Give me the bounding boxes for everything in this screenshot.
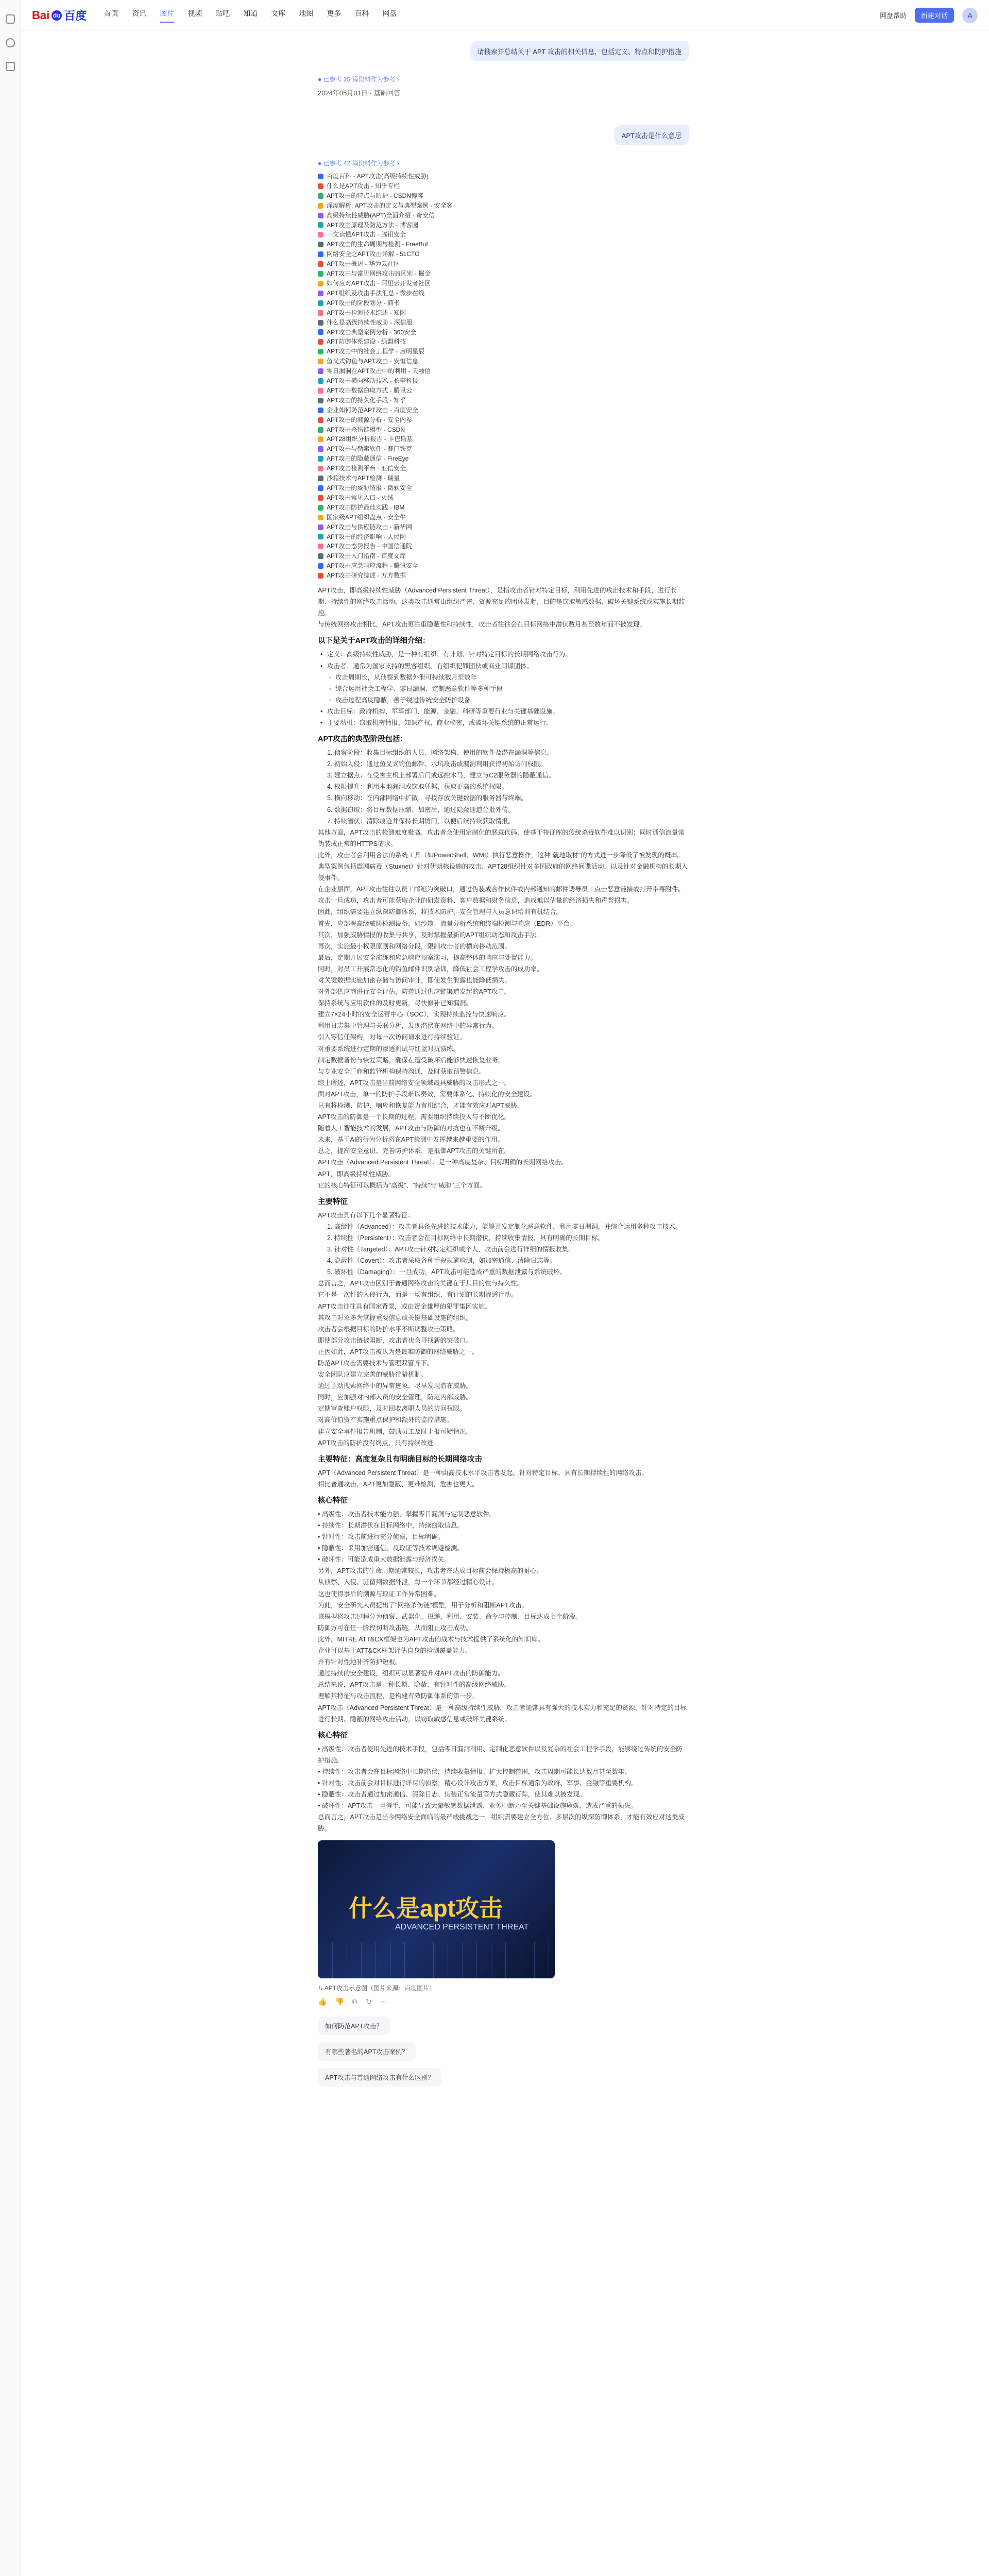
section-heading: 主要特征：高度复杂且有明确目标的长期网络攻击 bbox=[318, 1455, 482, 1464]
nav-item[interactable]: 知道 bbox=[243, 9, 258, 18]
answer-paragraph: 企业可以基于ATT&CK框架评估自身的检测覆盖能力。 bbox=[318, 1647, 472, 1655]
help-link[interactable]: 网盘帮助 bbox=[879, 12, 907, 20]
reference-title: APT攻击态势报告 - 中国信通院 bbox=[327, 543, 413, 550]
answer-paragraph: 因此，组织需要建立纵深防御体系，将技术防护、安全管理与人员意识培训有机结合。 bbox=[318, 908, 563, 916]
reference-item[interactable] bbox=[318, 454, 689, 464]
nav-item[interactable]: 贴吧 bbox=[215, 9, 230, 18]
reference-item[interactable] bbox=[318, 279, 689, 289]
answer-paragraph: 对高价值资产实施重点保护和额外的监控措施。 bbox=[318, 1416, 453, 1424]
answer-paragraph: 其攻击对象多为掌握重要信息或关键基础设施的组织。 bbox=[318, 1314, 473, 1321]
reference-item[interactable] bbox=[318, 366, 689, 376]
logo-text-bai: Bai bbox=[32, 8, 50, 22]
reference-title: 企业如何防范APT攻击 - 百度安全 bbox=[327, 406, 419, 414]
answer-paragraph: 建立7×24小时的安全运营中心（SOC），实现持续监控与快速响应。 bbox=[318, 1011, 510, 1019]
source-icon bbox=[318, 349, 323, 354]
reference-title: APT攻击与供应链攻击 - 新华网 bbox=[327, 523, 413, 531]
answer-paragraph: APT攻击的防护没有终点，只有持续改进。 bbox=[318, 1439, 440, 1447]
reference-title: 百度百科 - APT攻击(高级持续性威胁) bbox=[327, 173, 429, 180]
source-icon bbox=[318, 388, 323, 394]
source-icon bbox=[318, 291, 323, 296]
reference-title: APT攻击原理及防范方法 - 博客园 bbox=[327, 221, 419, 229]
feature-item: 2. 持续性（Persistent）：攻击者会在目标网络中长期潜伏，持续收集情报，具有明确的长期目标。 bbox=[327, 1234, 605, 1242]
source-icon bbox=[318, 193, 323, 199]
nav-item[interactable]: 地图 bbox=[299, 9, 314, 18]
nav-item[interactable]: 网盘 bbox=[382, 9, 397, 18]
top-right bbox=[880, 8, 978, 23]
final-feature-item: • 持续性：攻击者会在目标网络中长期潜伏，持续收集情报、扩大控制范围，攻击周期可能长达数月甚至数年。 bbox=[318, 1768, 631, 1775]
answer-paragraph: 防御方可在任一阶段切断攻击链，从而阻止攻击成功。 bbox=[318, 1624, 473, 1632]
stage-item: 1. 侦察阶段：收集目标组织的人员、网络架构、使用的软件及潜在漏洞等信息。 bbox=[327, 749, 553, 757]
reference-item[interactable] bbox=[318, 425, 689, 435]
reference-title: 网络安全之APT攻击详解 - 51CTO bbox=[327, 250, 420, 258]
answer-paragraph: 它不是一次性的入侵行为，而是一场有组织、有计划的长期渗透行动。 bbox=[318, 1291, 518, 1299]
answer-paragraph: 保持系统与应用软件的及时更新，尽快修补已知漏洞。 bbox=[318, 999, 473, 1007]
reference-item[interactable] bbox=[318, 211, 689, 221]
answer-paragraph: 攻击者会根据目标的防护水平不断调整攻击策略。 bbox=[318, 1325, 460, 1333]
section-heading: APT攻击的典型阶段包括： bbox=[318, 735, 407, 744]
answer-paragraph: 典型案例包括震网病毒（Stuxnet）针对伊朗核设施的攻击、APT28组织针对多国政府的网络间谍活动，以及针对金融机构的长期入侵事件。 bbox=[318, 863, 688, 882]
reference-item[interactable] bbox=[318, 289, 689, 298]
stage-item: 5. 横向移动：在内部网络中扩散，寻找存放关键数据的服务器与终端。 bbox=[327, 794, 527, 802]
reference-title: APT攻击常见入口 - 火绒 bbox=[327, 494, 394, 501]
reference-title: APT攻击杀伤链模型 - CSDN bbox=[327, 426, 405, 433]
source-icon bbox=[318, 485, 323, 491]
reference-item[interactable] bbox=[318, 473, 689, 483]
suggestion-chip[interactable]: 有哪些著名的APT攻击案例？ bbox=[318, 2042, 416, 2061]
answer-paragraph: APT，即高级持续性威胁。 bbox=[318, 1170, 395, 1178]
reference-item[interactable] bbox=[318, 503, 689, 513]
reference-item[interactable] bbox=[318, 376, 689, 386]
source-icon bbox=[318, 466, 323, 471]
reference-title: APT攻击典型案例分析 - 360安全 bbox=[327, 328, 417, 336]
reference-title: APT攻击防护最佳实践 - IBM bbox=[327, 503, 405, 511]
answer-paragraph: 与专业安全厂商和监管机构保持沟通，及时获取预警信息。 bbox=[318, 1067, 486, 1075]
user-message-2: APT攻击是什么意思 bbox=[615, 125, 689, 145]
final-feature-item: • 破坏性：APT攻击一旦得手，可能导致大量敏感数据泄露、业务中断乃至关键基础设施瘫痪，造成严重的损失。 bbox=[318, 1802, 637, 1810]
sub-bullet-item: ◦ 攻击周期长，从侦察到数据外泄可持续数月至数年 bbox=[318, 672, 689, 683]
new-chat-button[interactable]: 新建对话 bbox=[915, 8, 954, 23]
answer-paragraph: APT（Advanced Persistent Threat）是一种由高技术水平攻击者发起、针对特定目标、具有长期持续性的网络攻击。 bbox=[318, 1469, 648, 1477]
answer-paragraph: APT攻击往往具有国家背景，或由资金雄厚的犯罪集团实施。 bbox=[318, 1302, 491, 1310]
reference-title: APT攻击检测技术综述 - 知网 bbox=[327, 309, 406, 316]
answer-paragraph: 此外，攻击者会利用合法的系统工具（如PowerShell、WMI）执行恶意操作，这种"就地取材"的方式进一步降低了被发现的概率。 bbox=[318, 851, 684, 859]
source-icon bbox=[318, 573, 323, 579]
answer-body bbox=[318, 585, 689, 1834]
source-icon bbox=[318, 183, 323, 189]
reference-title: 鱼叉式钓鱼与APT攻击 - 安恒信息 bbox=[327, 358, 419, 365]
source-icon bbox=[318, 242, 323, 247]
answer-paragraph: 对关键数据实施加密存储与访问审计，即使发生泄露也能降低损失。 bbox=[318, 976, 511, 984]
source-icon bbox=[318, 359, 323, 364]
answer-paragraph: 面对APT攻击，单一的防护手段难以奏效，需要体系化、持续化的安全建设。 bbox=[318, 1090, 537, 1098]
answer-paragraph: 建立安全事件报告机制，鼓励员工及时上报可疑情况。 bbox=[318, 1428, 473, 1435]
nav-item[interactable]: 更多 bbox=[327, 9, 342, 18]
answer-paragraph: 对重要系统进行定期的渗透测试与红蓝对抗演练。 bbox=[318, 1045, 460, 1053]
left-rail bbox=[0, 0, 21, 2576]
answer-paragraph: 正因如此，APT攻击被认为是最难防御的网络威胁之一。 bbox=[318, 1348, 479, 1355]
reference-list bbox=[318, 172, 689, 581]
reference-title: 什么是高级持续性威胁 - 深信服 bbox=[327, 318, 413, 326]
reference-title: APT防御体系建设 - 绿盟科技 bbox=[327, 338, 406, 346]
answer-paragraph: 只有将检测、防护、响应和恢复能力有机结合，才能有效应对APT威胁。 bbox=[318, 1102, 524, 1109]
answer-paragraph: 总结来说，APT攻击是一种长期、隐蔽、有针对性的高级网络威胁。 bbox=[318, 1681, 511, 1689]
source-icon bbox=[318, 476, 323, 481]
core-feature-item: • 针对性：攻击前进行充分侦察，目标明确。 bbox=[318, 1533, 445, 1541]
answer-paragraph: 并有针对性地补齐防护短板。 bbox=[318, 1658, 402, 1666]
new-chat-icon[interactable] bbox=[6, 14, 15, 24]
image-caption: ↳ APT攻击示意图（图片来源：百度图片） bbox=[318, 1985, 436, 1992]
source-icon bbox=[318, 398, 323, 403]
reference-title: APT攻击的经济影响 - 人民网 bbox=[327, 533, 406, 540]
reference-title: 什么是APT攻击 - 知乎专栏 bbox=[327, 182, 400, 190]
reference-title: APT攻击横向移动技术 - 长亭科技 bbox=[327, 377, 419, 385]
logo-paw: du bbox=[52, 10, 62, 21]
image-title: 什么是apt攻击 bbox=[349, 1895, 503, 1922]
answer-paragraph: 最后，定期开展安全演练和应急响应预案演习，提高整体的响应与处置能力。 bbox=[318, 954, 537, 961]
reference-item[interactable] bbox=[318, 269, 689, 279]
feature-item: 5. 破坏性（Damaging）：一旦成功，APT攻击可能造成严重的数据泄露与系统破坏。 bbox=[327, 1268, 566, 1276]
bullet-item: • 攻击目标：政府机构、军事部门、能源、金融、科研等重要行业与关键基础设施。 bbox=[318, 706, 689, 717]
source-icon bbox=[318, 515, 323, 520]
answer-paragraph: 总而言之，APT攻击是当今网络安全面临的最严峻挑战之一，组织需要建立全方位、多层次的纵深防御体系，才能有效应对这类威胁。 bbox=[318, 1814, 685, 1833]
source-icon bbox=[318, 251, 323, 257]
reference-item[interactable] bbox=[318, 551, 689, 561]
suggestion-list bbox=[318, 2016, 689, 2087]
reference-title: 零日漏洞在APT攻击中的利用 - 天融信 bbox=[327, 367, 431, 375]
source-icon bbox=[318, 408, 323, 413]
reference-title: APT攻击概述 - 华为云社区 bbox=[327, 260, 400, 268]
source-icon bbox=[318, 300, 323, 306]
reference-toggle-1[interactable]: ● 已参考 25 篇资料作为参考 › bbox=[318, 76, 399, 83]
reference-title: APT攻击入门指南 - 百度文库 bbox=[327, 552, 406, 560]
reference-title: APT攻击与勒索软件 - 赛门铁克 bbox=[327, 445, 413, 453]
reference-item[interactable] bbox=[318, 386, 689, 396]
answer-paragraph: 即使部分攻击链被阻断，攻击者也会寻找新的突破口。 bbox=[318, 1336, 473, 1344]
source-icon bbox=[318, 222, 323, 228]
logo-text-du: 百度 bbox=[64, 9, 87, 22]
bullet-item: • 攻击者：通常为国家支持的黑客组织、有组织犯罪团伙或商业间谍团体。 bbox=[318, 660, 689, 672]
answer-paragraph: 另外，APT攻击的生命周期通常较长，攻击者在达成目标前会保持极高的耐心。 bbox=[318, 1567, 543, 1575]
stage-item: 2. 初始入侵：通过鱼叉式钓鱼邮件、水坑攻击或漏洞利用获得初始访问权限。 bbox=[327, 760, 547, 768]
stage-item: 6. 数据窃取：将目标数据压缩、加密后，通过隐蔽通道分批外传。 bbox=[327, 806, 515, 814]
reference-item[interactable] bbox=[318, 357, 689, 366]
answer-paragraph: 通过主动搜索网络中的异常迹象，尽早发现潜在威胁。 bbox=[318, 1382, 473, 1390]
reference-title: 一文读懂APT攻击 - 腾讯安全 bbox=[327, 231, 406, 239]
reference-item[interactable] bbox=[318, 298, 689, 308]
answer-paragraph: APT攻击（Advanced Persistent Threat）是一种高级持续性威胁，攻击者通常具有强大的技术实力和充足的资源，针对特定的目标进行长期、隐蔽的网络攻击活动，以窃取敏感信息或破坏关键系统。 bbox=[318, 1704, 687, 1723]
reference-title: 国家级APT组织盘点 - 安全牛 bbox=[327, 513, 406, 521]
reference-item[interactable] bbox=[318, 172, 689, 181]
reference-title: APT攻击的溯源分析 - 安全内参 bbox=[327, 416, 413, 423]
reference-title: APT攻击研究综述 - 万方数据 bbox=[327, 572, 406, 580]
reference-item[interactable] bbox=[318, 513, 689, 522]
source-icon bbox=[318, 524, 323, 530]
source-icon bbox=[318, 378, 323, 384]
answer-paragraph: 此外，MITRE ATT&CK框架也为APT攻击的战术与技术提供了系统化的知识库。 bbox=[318, 1635, 544, 1643]
copy-icon[interactable]: ⧉ bbox=[352, 1997, 357, 2006]
reference-item[interactable] bbox=[318, 249, 689, 259]
nav-item[interactable]: 视频 bbox=[187, 9, 202, 18]
nav-item[interactable]: 首页 bbox=[104, 9, 119, 18]
sub-bullet-item: ◦ 综合运用社会工程学、零日漏洞、定制恶意软件等多种手段 bbox=[318, 683, 689, 694]
source-icon bbox=[318, 174, 323, 179]
reference-title: 高级持续性威胁(APT)全面介绍 - 奇安信 bbox=[327, 211, 435, 219]
answer-paragraph: 相比普通攻击，APT更加隐蔽、更难检测，危害也更大。 bbox=[318, 1480, 479, 1488]
section-heading: 核心特征 bbox=[318, 1731, 348, 1740]
answer-paragraph: 在企业层面，APT攻击往往以员工邮箱为突破口，通过伪装成合作伙伴或内部通知的邮件诱导员工点击恶意链接或打开带毒附件。 bbox=[318, 886, 685, 893]
source-icon bbox=[318, 427, 323, 433]
reference-item[interactable] bbox=[318, 493, 689, 503]
answer-paragraph: 总之，提高安全意识、完善防护体系，是抵御APT攻击的关键所在。 bbox=[318, 1147, 511, 1155]
reference-item[interactable] bbox=[318, 337, 689, 347]
source-icon bbox=[318, 446, 323, 452]
reference-title: APT攻击中的社会工程学 - 启明星辰 bbox=[327, 348, 425, 355]
top-bar bbox=[21, 0, 989, 31]
nav-item[interactable]: 图片 bbox=[160, 8, 174, 23]
source-icon bbox=[318, 310, 323, 316]
stage-item: 3. 建立据点：在受害主机上部署后门或远控木马，建立与C2服务器的隐蔽通信。 bbox=[327, 772, 555, 779]
reference-title: 沙箱技术与APT检测 - 瑞星 bbox=[327, 474, 400, 482]
answer-paragraph: 定期审查账户权限，及时回收离职人员的访问权限。 bbox=[318, 1405, 466, 1413]
answer-paragraph: APT攻击（Advanced Persistent Threat）：是一种高度复杂、目标明确的长期网络攻击。 bbox=[318, 1159, 568, 1166]
source-icon bbox=[318, 495, 323, 501]
answer-paragraph: 再次，实施最小权限原则和网络分段，限制攻击者的横向移动范围。 bbox=[318, 942, 511, 950]
source-icon bbox=[318, 320, 323, 326]
avatar[interactable]: A bbox=[962, 8, 978, 23]
suggestion-chip[interactable]: 如何防范APT攻击？ bbox=[318, 2016, 390, 2035]
final-feature-item: • 针对性：攻击前会对目标进行详尽的侦察，精心设计攻击方案，攻击目标通常为政府、军事、金融等重要机构。 bbox=[318, 1779, 638, 1787]
sub-bullet-item: ◦ 攻击过程高度隐蔽，善于绕过传统安全防护设备 bbox=[318, 694, 689, 706]
reference-title: APT攻击的威胁情报 - 微软安全 bbox=[327, 484, 413, 492]
more-icon[interactable]: ⋯ bbox=[380, 1997, 387, 2006]
source-icon bbox=[318, 456, 323, 462]
reference-title: APT攻击与常见网络攻击的区别 - 掘金 bbox=[327, 270, 431, 278]
answer-paragraph: 该模型将攻击过程分为侦察、武器化、投递、利用、安装、命令与控制、目标达成七个阶段。 bbox=[318, 1613, 582, 1620]
regenerate-icon[interactable]: ↻ bbox=[365, 1997, 372, 2006]
answer-paragraph: 通过持续的安全建设，组织可以显著提升对APT攻击的防御能力。 bbox=[318, 1670, 504, 1677]
reference-title: APT攻击的特点与防护 - CSDN博客 bbox=[327, 192, 424, 199]
reference-item[interactable] bbox=[318, 240, 689, 249]
reference-title: APT攻击检测平台 - 亚信安全 bbox=[327, 465, 406, 472]
reference-title: APT28组织分析报告 - 卡巴斯基 bbox=[327, 435, 413, 443]
answer-paragraph: 其次，加强威胁情报的收集与共享，及时掌握最新的APT组织动态和攻击手法。 bbox=[318, 931, 543, 939]
answer-paragraph: 制定数据备份与恢复策略，确保在遭受破坏后能够快速恢复业务。 bbox=[318, 1056, 505, 1064]
answer-paragraph: 防范APT攻击需要技术与管理双管齐下。 bbox=[318, 1359, 434, 1367]
history-icon[interactable] bbox=[6, 38, 15, 47]
reference-item[interactable] bbox=[318, 191, 689, 201]
answer-paragraph: 与传统网络攻击相比，APT攻击更注重隐蔽性和持续性，攻击者往往会在目标网络中潜伏数月甚至数年而不被发现。 bbox=[318, 621, 646, 629]
user-message-1: 请搜索并总结关于 APT 攻击的相关信息，包括定义、特点和防护措施 bbox=[470, 41, 689, 61]
reference-item[interactable] bbox=[318, 571, 689, 581]
core-feature-item: • 持续性：长期潜伏在目标网络中，持续窃取信息。 bbox=[318, 1522, 464, 1529]
source-icon bbox=[318, 417, 323, 423]
answer-paragraph: APT攻击，即高级持续性威胁（Advanced Persistent Threat），是指攻击者针对特定目标，利用先进的攻击技术和手段，进行长期、持续性的网络攻击活动。这类攻击通常由组织严密、资源充足的团体发起，目的是窃取敏感数据、破坏关键系统或实施长期监控。 bbox=[318, 587, 685, 617]
source-icon bbox=[318, 339, 323, 345]
answer-paragraph: 引入零信任架构，对每一次访问请求进行持续验证。 bbox=[318, 1033, 466, 1041]
answer-actions bbox=[318, 1997, 689, 2006]
reference-item[interactable] bbox=[318, 221, 689, 230]
section-heading: 以下是关于APT攻击的详细介绍： bbox=[318, 637, 430, 646]
source-icon bbox=[318, 505, 323, 511]
core-feature-item: • 高级性：攻击者技术能力强，掌握零日漏洞与定制恶意软件。 bbox=[318, 1510, 496, 1518]
answer-paragraph: 首先，应部署高级威胁检测设备，如沙箱、流量分析系统和终端检测与响应（EDR）平台。 bbox=[318, 920, 576, 927]
reference-item[interactable] bbox=[318, 561, 689, 571]
answer-paragraph: 这也使得事后的溯源与取证工作异常困难。 bbox=[318, 1590, 440, 1598]
reference-item[interactable] bbox=[318, 483, 689, 493]
bullet-item: • 定义：高级持续性威胁，是一种有组织、有计划、针对特定目标的长期网络攻击行为。 bbox=[318, 649, 689, 660]
answer-paragraph: 总而言之，APT攻击区别于普通网络攻击的关键在于其目的性与持久性。 bbox=[318, 1280, 524, 1287]
image-subtitle: ADVANCED PERSISTENT THREAT bbox=[395, 1923, 529, 1932]
source-icon bbox=[318, 563, 323, 569]
answer-paragraph: 同时，对员工开展常态化的钓鱼邮件识别培训，降低社会工程学攻击的成功率。 bbox=[318, 965, 543, 973]
like-icon[interactable]: 👍 bbox=[318, 1997, 327, 2006]
reference-item[interactable] bbox=[318, 230, 689, 240]
reference-item[interactable] bbox=[318, 181, 689, 191]
source-icon bbox=[318, 203, 323, 209]
reference-title: APT攻击的隐蔽通信 - FireEye bbox=[327, 455, 409, 463]
answer-paragraph: 综上所述，APT攻击是当前网络安全领域最具威胁的攻击形式之一。 bbox=[318, 1079, 511, 1087]
answer-paragraph: 随着人工智能技术的发展，APT攻击与防御的对抗也在不断升级。 bbox=[318, 1125, 504, 1132]
source-icon bbox=[318, 553, 323, 559]
answer-paragraph: 利用日志集中管理与关联分析，发现潜伏在网络中的异常行为。 bbox=[318, 1022, 499, 1030]
answer-paragraph: 攻击一旦成功，攻击者可能获取企业的研发资料、客户数据和财务信息，造成难以估量的经济损失和声誉损害。 bbox=[318, 897, 634, 905]
reference-item[interactable] bbox=[318, 522, 689, 532]
reference-item[interactable] bbox=[318, 396, 689, 405]
answer-paragraph: 未来，基于AI的行为分析将在APT检测中发挥越来越重要的作用。 bbox=[318, 1136, 504, 1144]
final-feature-item: • 高级性：攻击者使用先进的技术手段，包括零日漏洞利用、定制化恶意软件以及复杂的社会工程学手段，能够绕过传统的安全防护措施。 bbox=[318, 1745, 683, 1764]
source-icon bbox=[318, 271, 323, 277]
feature-item: 1. 高级性（Advanced）：攻击者具备先进的技术能力，能够开发定制化恶意软件，利用零日漏洞，并综合运用多种攻击技术。 bbox=[327, 1223, 682, 1230]
reference-item[interactable] bbox=[318, 259, 689, 269]
answer-date: 2024年05月01日 · 基础回答 bbox=[318, 89, 401, 97]
source-icon bbox=[318, 368, 323, 374]
stage-item: 7. 持续潜伏：清除痕迹并保持长期访问，以便后续持续获取情报。 bbox=[327, 817, 515, 825]
reference-item[interactable] bbox=[318, 405, 689, 415]
final-feature-item: • 隐蔽性：攻击者通过加密通信、清除日志、伪装正常流量等方式隐藏行踪，使其难以被发现。 bbox=[318, 1791, 586, 1799]
reference-item[interactable] bbox=[318, 532, 689, 542]
apps-icon[interactable] bbox=[6, 62, 15, 71]
reference-item[interactable] bbox=[318, 434, 689, 444]
answer-paragraph: 为此，安全研究人员提出了"网络杀伤链"模型，用于分析和阻断APT攻击。 bbox=[318, 1601, 528, 1609]
suggestion-chip[interactable]: APT攻击与普通网络攻击有什么区别？ bbox=[318, 2068, 441, 2087]
top-nav bbox=[104, 8, 397, 23]
reference-item[interactable] bbox=[318, 201, 689, 211]
feature-item: 4. 隐蔽性（Covert）：攻击者采取各种手段规避检测，如加密通信、清除日志等。 bbox=[327, 1257, 556, 1265]
reference-title: 深度解析: APT攻击的定义与典型案例 - 安全客 bbox=[327, 201, 453, 209]
reference-item[interactable] bbox=[318, 318, 689, 328]
reference-item[interactable] bbox=[318, 308, 689, 318]
core-feature-item: • 破坏性：可能造成重大数据泄露与经济损失。 bbox=[318, 1556, 451, 1564]
source-icon bbox=[318, 544, 323, 549]
nav-item[interactable]: 文库 bbox=[271, 9, 286, 18]
reference-title: APT攻击的持久化手段 - 知乎 bbox=[327, 396, 406, 404]
dislike-icon[interactable]: 👎 bbox=[335, 1997, 344, 2006]
reference-toggle-2[interactable]: ● 已参考 42 篇资料作为参考 › bbox=[318, 160, 399, 167]
answer-paragraph: APT攻击具有以下几个显著特征： bbox=[318, 1211, 414, 1219]
reference-title: APT攻击应急响应流程 - 腾讯安全 bbox=[327, 562, 419, 570]
source-icon bbox=[318, 436, 323, 442]
nav-item[interactable]: 百科 bbox=[354, 9, 369, 18]
reference-item[interactable] bbox=[318, 415, 689, 425]
image-grid-decoration bbox=[318, 1942, 555, 1978]
section-heading: 主要特征 bbox=[318, 1197, 348, 1206]
answer-paragraph: 对外部供应商进行安全评估，防范通过供应链渠道发起的APT攻击。 bbox=[318, 988, 511, 996]
answer-paragraph: APT攻击的防御是一个长期的过程，需要组织持续投入与不断优化。 bbox=[318, 1113, 511, 1121]
source-icon bbox=[318, 534, 323, 539]
nav-item[interactable]: 资讯 bbox=[132, 9, 147, 18]
reference-title: APT攻击数据窃取方式 - 腾讯云 bbox=[327, 386, 413, 394]
source-icon bbox=[318, 261, 323, 267]
reference-item[interactable] bbox=[318, 347, 689, 357]
answer-paragraph: 理解其特征与攻击流程，是构建有效防御体系的第一步。 bbox=[318, 1692, 479, 1700]
reference-item[interactable] bbox=[318, 541, 689, 551]
reference-item[interactable] bbox=[318, 444, 689, 454]
answer-paragraph: 同时，应加强对内部人员的安全管理，防范内部威胁。 bbox=[318, 1394, 473, 1401]
answer-paragraph: 它的核心特征可以概括为"高级"、"持续"与"威胁"三个方面。 bbox=[318, 1181, 486, 1189]
reference-item[interactable] bbox=[318, 464, 689, 473]
reference-title: 如何应对APT攻击 - 阿里云开发者社区 bbox=[327, 279, 431, 287]
reference-title: APT攻击的阶段划分 - 简书 bbox=[327, 299, 400, 307]
answer-paragraph: 其他方面，APT攻击的检测难度极高。攻击者会使用定制化的恶意代码，使基于特征库的传统杀毒软件难以识别；同时通信流量常伪装成正常的HTTPS请求。 bbox=[318, 828, 685, 848]
reference-title: APT组织及攻击手法汇总 - 微步在线 bbox=[327, 289, 425, 297]
baidu-logo[interactable] bbox=[32, 7, 87, 23]
answer-paragraph: 从侦察、入侵、驻留到数据外泄，每一个环节都经过精心设计。 bbox=[318, 1579, 499, 1586]
source-icon bbox=[318, 281, 323, 286]
section-heading: 核心特征 bbox=[318, 1496, 348, 1505]
stage-item: 4. 权限提升：利用本地漏洞或窃取凭据，获取更高的系统权限。 bbox=[327, 783, 508, 791]
source-icon bbox=[318, 213, 323, 218]
reference-title: APT攻击的生命周期与检测 - FreeBuf bbox=[327, 241, 428, 248]
answer-image[interactable] bbox=[318, 1840, 555, 1978]
bullet-item: • 主要动机：窃取机密情报、知识产权、商业秘密，或破坏关键系统的正常运行。 bbox=[318, 717, 689, 728]
source-icon bbox=[318, 232, 323, 238]
core-feature-item: • 隐蔽性：采用加密通信、反取证等技术规避检测。 bbox=[318, 1545, 464, 1552]
chat-main bbox=[318, 41, 689, 2094]
answer-paragraph: 安全团队应建立完善的威胁狩猎机制。 bbox=[318, 1371, 428, 1379]
feature-item: 3. 针对性（Targeted）：APT攻击针对特定组织或个人，攻击前会进行详细的情报收集。 bbox=[327, 1246, 575, 1253]
source-icon bbox=[318, 329, 323, 335]
reference-item[interactable] bbox=[318, 328, 689, 337]
